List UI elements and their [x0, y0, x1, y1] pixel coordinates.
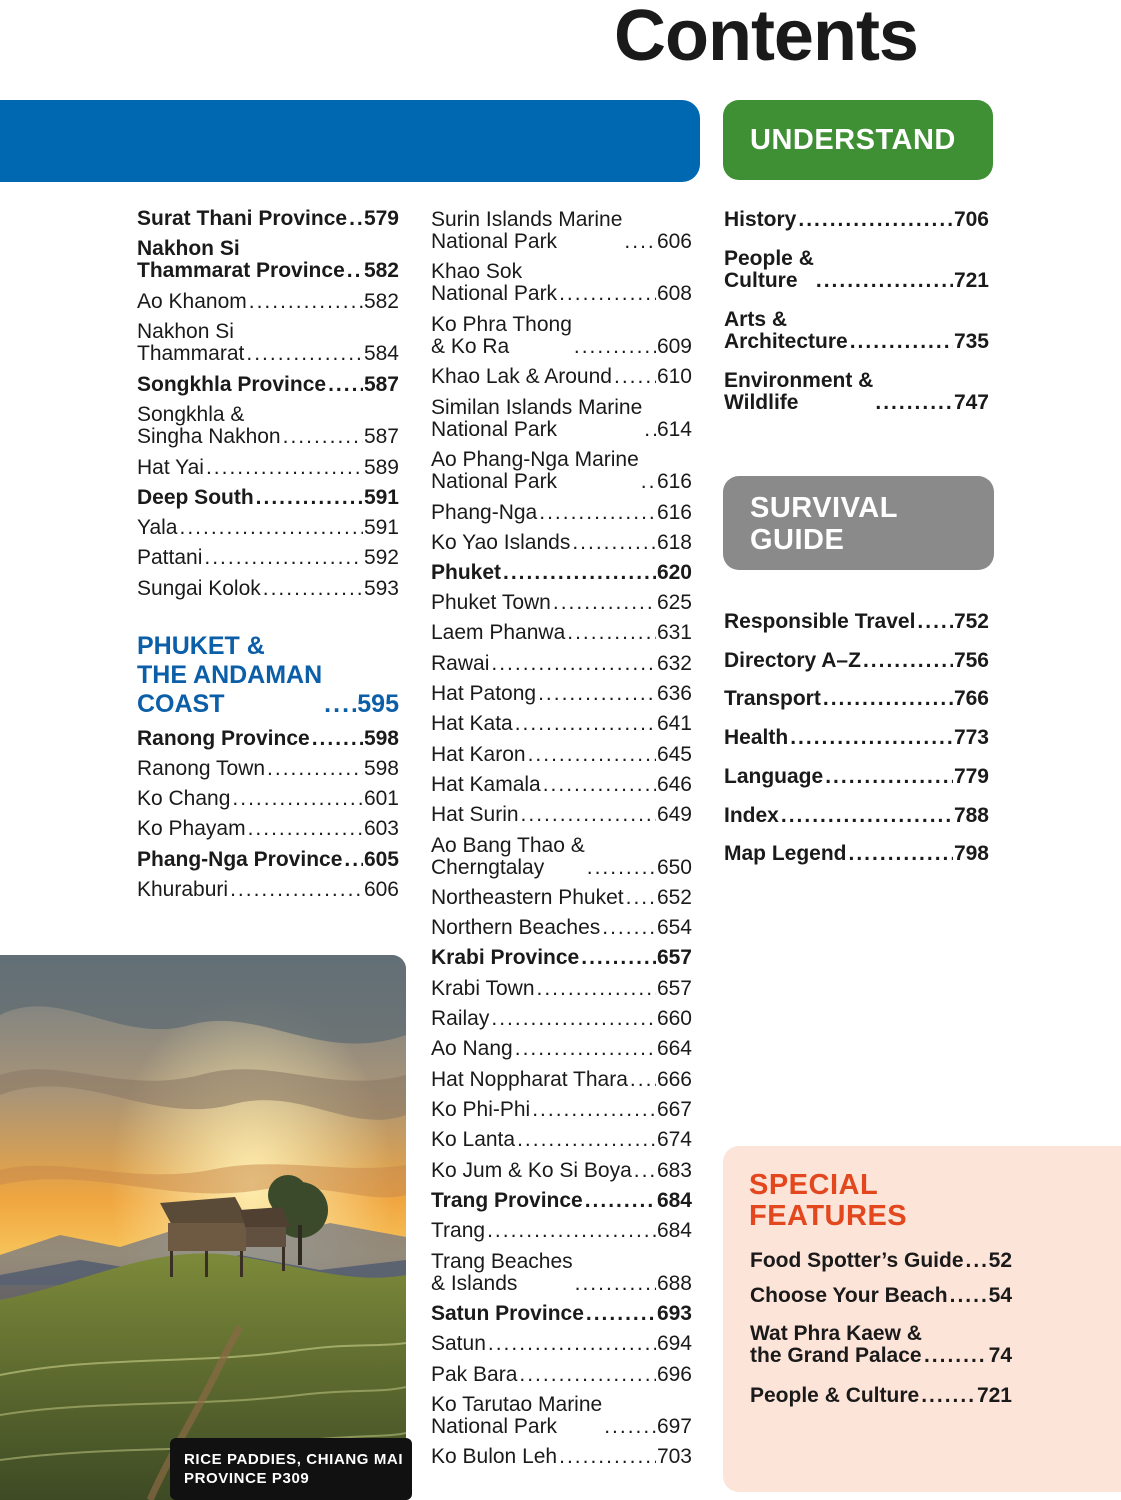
leader-dots [950, 1285, 988, 1307]
toc-entry[interactable] [137, 238, 399, 282]
toc-entry-page: 696 [656, 1363, 692, 1386]
leader-dots [924, 1345, 988, 1367]
toc-entry-page: 666 [656, 1068, 692, 1091]
leader-dots [528, 744, 656, 766]
toc-entry-label: Northeastern Phuket [431, 886, 624, 909]
toc-entry[interactable] [137, 374, 399, 396]
toc-entry-page: 582 [363, 290, 399, 313]
toc-entry[interactable] [724, 727, 989, 749]
toc-entry[interactable] [431, 978, 692, 1000]
toc-entry-label: Map Legend [724, 842, 847, 865]
toc-entry-label: Northern Beaches [431, 916, 601, 939]
leader-dots [521, 804, 656, 826]
toc-entry[interactable] [431, 1251, 692, 1295]
toc-entry-label: Ko Phra Thong & Ko Ra [431, 313, 572, 358]
toc-entry-label: Ranong Town [137, 757, 266, 780]
leader-dots [825, 766, 953, 788]
toc-entry[interactable] [750, 1250, 1012, 1272]
toc-entry[interactable] [431, 1008, 692, 1030]
leader-dots [567, 622, 656, 644]
section-title: PHUKET & THE ANDAMAN COAST [137, 632, 323, 718]
toc-entry[interactable] [137, 578, 399, 600]
leader-dots [614, 366, 656, 388]
toc-entry[interactable] [431, 774, 692, 796]
toc-entry[interactable] [431, 1099, 692, 1121]
toc-entry-page: 605 [363, 848, 399, 871]
leader-dots [532, 1099, 656, 1121]
toc-entry-label: Khuraburi [137, 878, 229, 901]
toc-entry-page: 649 [656, 803, 692, 826]
toc-entry-label: Arts & Architecture [724, 308, 848, 353]
toc-entry-label: Phuket [431, 561, 502, 584]
toc-entry[interactable] [750, 1385, 1012, 1407]
toc-entry-label: Deep South [137, 486, 254, 509]
toc-entry-label: Phuket Town [431, 591, 551, 614]
toc-entry-page: 74 [988, 1344, 1012, 1367]
toc-entry[interactable] [137, 818, 399, 840]
leader-dots [517, 1129, 656, 1151]
toc-entry[interactable] [137, 758, 399, 780]
leader-dots [487, 1220, 656, 1242]
leader-dots [206, 457, 363, 479]
toc-entry-page: 616 [656, 470, 692, 493]
toc-entry[interactable] [431, 1303, 692, 1325]
toc-entry[interactable] [431, 562, 692, 584]
toc-entry-label: Trang [431, 1219, 486, 1242]
section-phuket-andaman [137, 632, 399, 719]
toc-entry-page: 766 [953, 687, 989, 710]
toc-entry[interactable] [431, 532, 692, 554]
toc-entry[interactable] [431, 622, 692, 644]
toc-entry-label: Ko Tarutao Marine National Park [431, 1393, 603, 1438]
toc-entry-page: 636 [656, 682, 692, 705]
toc-entry-label: Nakhon Si Thammarat Province [137, 237, 345, 282]
leader-dots [917, 611, 953, 633]
toc-entry-label: Index [724, 804, 779, 827]
toc-entry[interactable] [431, 366, 692, 388]
leader-dots [849, 843, 953, 865]
rice-paddies-photo [0, 955, 406, 1500]
toc-entry[interactable] [431, 1333, 692, 1355]
toc-entry-label: Hat Yai [137, 456, 204, 479]
toc-entry-label: Songkhla & Singha Nakhon [137, 403, 281, 448]
toc-entry-page: 591 [363, 486, 399, 509]
toc-entry-label: Ao Nang [431, 1037, 513, 1060]
toc-entry[interactable] [137, 728, 399, 750]
toc-entry-page: 706 [953, 208, 989, 231]
leader-dots [515, 713, 656, 735]
toc-entry[interactable] [431, 449, 692, 493]
toc-entry[interactable] [431, 1160, 692, 1182]
toc-entry-page: 579 [363, 207, 399, 230]
toc-entry[interactable] [431, 1220, 692, 1242]
toc-entry[interactable] [431, 653, 692, 675]
leader-dots [515, 1038, 656, 1060]
leader-dots [519, 1364, 656, 1386]
toc-entry-label: Choose Your Beach [750, 1284, 948, 1307]
leader-dots [488, 1333, 656, 1355]
toc-entry-page: 684 [656, 1189, 692, 1212]
toc-entry-page: 603 [363, 817, 399, 840]
toc-entry-page: 618 [656, 531, 692, 554]
toc-entry-page: 721 [953, 269, 989, 292]
toc-entry[interactable] [137, 517, 399, 539]
leader-dots [537, 978, 656, 1000]
toc-entry-page: 598 [363, 757, 399, 780]
toc-entry-label: Khao Sok National Park [431, 260, 558, 305]
toc-entry-label: Directory A–Z [724, 649, 861, 672]
leader-dots [574, 336, 656, 358]
toc-entry-page: 667 [656, 1098, 692, 1121]
toc-entry-label: Ko Jum & Ko Si Boya [431, 1159, 632, 1182]
leader-dots [248, 818, 363, 840]
leader-dots [581, 947, 656, 969]
toc-entry-page: 601 [363, 787, 399, 810]
toc-entry-page: 650 [656, 856, 692, 879]
toc-entry-page: 632 [656, 652, 692, 675]
toc-entry-label: Pak Bara [431, 1363, 518, 1386]
toc-entry-label: Pattani [137, 546, 203, 569]
toc-entry-page: 52 [988, 1249, 1012, 1272]
toc-entry-label: Khao Lak & Around [431, 365, 612, 388]
toc-entry-page: 606 [363, 878, 399, 901]
leader-dots [312, 728, 363, 750]
toc-entry[interactable] [137, 404, 399, 448]
leader-dots [249, 291, 363, 313]
toc-entry-page: 598 [363, 727, 399, 750]
leader-dots [503, 562, 656, 584]
leader-dots [863, 650, 953, 672]
toc-entry-label: Hat Karon [431, 743, 526, 766]
toc-entry-page: 582 [363, 259, 399, 282]
toc-entry-page: 591 [363, 516, 399, 539]
toc-entry-label: Krabi Town [431, 977, 535, 1000]
toc-entry-label: Ao Bang Thao & Cherngtalay [431, 834, 585, 879]
toc-section-entry[interactable] [137, 632, 399, 719]
leader-dots [921, 1385, 976, 1407]
toc-entry-label: Food Spotter’s Guide [750, 1249, 964, 1272]
toc-entry[interactable] [137, 208, 399, 230]
leader-dots [491, 653, 656, 675]
toc-entry-page: 773 [953, 726, 989, 749]
toc-entry[interactable] [431, 887, 692, 909]
toc-entry[interactable] [431, 261, 692, 305]
toc-entry-page: 616 [656, 501, 692, 524]
leader-dots [575, 1273, 656, 1295]
toc-entry-page: 694 [656, 1332, 692, 1355]
toc-entry[interactable] [431, 917, 692, 939]
leader-dots [267, 758, 363, 780]
toc-entry-label: Surin Islands Marine National Park [431, 208, 623, 253]
toc-entry[interactable] [724, 248, 989, 292]
special-features-heading: SPECIAL FEATURES [749, 1169, 908, 1232]
toc-entry[interactable] [431, 397, 692, 441]
toc-entry-page: 589 [363, 456, 399, 479]
leader-dots [328, 374, 363, 396]
toc-entry-label: Ko Bulon Leh [431, 1445, 558, 1468]
leader-dots [816, 270, 953, 292]
toc-entry-label: History [724, 208, 797, 231]
toc-entry-label: Hat Kata [431, 712, 513, 735]
toc-entry[interactable] [431, 502, 692, 524]
toc-entry[interactable] [431, 1129, 692, 1151]
toc-entry[interactable] [724, 766, 989, 788]
toc-entry-label: Krabi Province [431, 946, 580, 969]
leader-dots [344, 849, 363, 871]
toc-entry-page: 587 [363, 425, 399, 448]
toc-entry-page: 631 [656, 621, 692, 644]
toc-entry-page: 625 [656, 591, 692, 614]
leader-dots [539, 502, 656, 524]
leader-dots [256, 487, 363, 509]
toc-entry-label: Trang Province [431, 1189, 583, 1212]
toc-entry-page: 735 [953, 330, 989, 353]
toc-entry-page: 703 [656, 1445, 692, 1468]
toc-entry[interactable] [431, 1394, 692, 1438]
toc-entry[interactable] [431, 804, 692, 826]
toc-entry-page: 683 [656, 1159, 692, 1182]
section-color-band [0, 100, 700, 182]
leader-dots [798, 209, 953, 231]
toc-entry[interactable] [431, 947, 692, 969]
toc-entry-page: 584 [363, 342, 399, 365]
leader-dots [630, 1069, 656, 1091]
toc-entry-label: Similan Islands Marine National Park [431, 396, 643, 441]
toc-entry-page: 779 [953, 765, 989, 788]
toc-entry-label: Hat Kamala [431, 773, 541, 796]
toc-entry-label: Satun [431, 1332, 486, 1355]
toc-entry-page: 657 [656, 946, 692, 969]
toc-entry-page: 684 [656, 1219, 692, 1242]
toc-entry[interactable] [431, 1190, 692, 1212]
leader-dots [553, 592, 656, 614]
toc-entry-page: 657 [656, 977, 692, 1000]
leader-dots [283, 426, 363, 448]
leader-dots [572, 532, 656, 554]
leader-dots [232, 788, 363, 810]
toc-entry-page: 752 [953, 610, 989, 633]
leader-dots [586, 1303, 656, 1325]
toc-entry-label: Language [724, 765, 824, 788]
toc-entry-label: Responsible Travel [724, 610, 916, 633]
leader-dots [604, 1416, 656, 1438]
toc-entry-label: Hat Surin [431, 803, 519, 826]
toc-entry-page: 674 [656, 1128, 692, 1151]
toc-entry-page: 610 [656, 365, 692, 388]
leader-dots [875, 392, 953, 414]
toc-entry-page: 660 [656, 1007, 692, 1030]
photo-caption: RICE PADDIES, CHIANG MAI PROVINCE P309 [170, 1438, 412, 1500]
leader-dots [179, 517, 362, 539]
toc-entry[interactable] [137, 547, 399, 569]
toc-entry[interactable] [431, 835, 692, 879]
leader-dots [538, 683, 656, 705]
leader-dots [204, 547, 363, 569]
toc-entry[interactable] [750, 1323, 1012, 1367]
toc-entry[interactable] [431, 1038, 692, 1060]
toc-entry-page: 614 [656, 418, 692, 441]
toc-entry-label: Ao Phang-Nga Marine National Park [431, 448, 639, 493]
toc-entry-label: Nakhon Si Thammarat [137, 320, 245, 365]
toc-entry-label: Environment & Wildlife [724, 369, 874, 414]
leader-dots [543, 774, 656, 796]
toc-entry[interactable] [724, 611, 989, 633]
toc-entry[interactable] [724, 688, 989, 710]
toc-entry-page: 721 [976, 1384, 1012, 1407]
toc-entry-label: Phang-Nga [431, 501, 538, 524]
toc-entry[interactable] [137, 291, 399, 313]
toc-entry[interactable] [431, 592, 692, 614]
leader-dots [850, 331, 953, 353]
toc-entry[interactable] [724, 309, 989, 353]
leader-dots [624, 231, 656, 253]
survival-guide-heading: SURVIVAL GUIDE [723, 476, 994, 570]
toc-entry-label: Rawai [431, 652, 490, 675]
toc-entry-label: Surat Thani Province [137, 207, 348, 230]
toc-entry-page: 654 [656, 916, 692, 939]
toc-entry[interactable] [724, 805, 989, 827]
toc-entry-page: 652 [656, 886, 692, 909]
toc-entry[interactable] [137, 321, 399, 365]
toc-entry[interactable] [137, 457, 399, 479]
toc-entry-page: 609 [656, 335, 692, 358]
toc-entry[interactable] [431, 1364, 692, 1386]
leader-dots [246, 343, 363, 365]
toc-entry-label: Ko Lanta [431, 1128, 516, 1151]
leader-dots [966, 1250, 988, 1272]
toc-entry-label: Ko Phi-Phi [431, 1098, 531, 1121]
toc-entry-page: 641 [656, 712, 692, 735]
toc-entry[interactable] [724, 209, 989, 231]
page-title: Contents [614, 0, 918, 76]
toc-entry-label: Laem Phanwa [431, 621, 566, 644]
toc-entry-page: 608 [656, 282, 692, 305]
toc-entry-label: Hat Noppharat Thara [431, 1068, 628, 1091]
toc-entry-page: 697 [656, 1415, 692, 1438]
leader-dots [781, 805, 953, 827]
leader-dots [559, 283, 656, 305]
leader-dots [641, 471, 656, 493]
leader-dots [324, 690, 356, 719]
leader-dots [559, 1446, 656, 1468]
toc-entry[interactable] [724, 650, 989, 672]
toc-entry-label: Yala [137, 516, 178, 539]
toc-entry-label: Ko Yao Islands [431, 531, 571, 554]
toc-entry-label: Ao Khanom [137, 290, 247, 313]
toc-entry-label: Health [724, 726, 789, 749]
leader-dots [634, 1160, 656, 1182]
toc-entry-label: People & Culture [724, 247, 814, 292]
toc-entry[interactable] [750, 1285, 1012, 1307]
toc-entry-page: 587 [363, 373, 399, 396]
toc-entry-label: Ko Phayam [137, 817, 246, 840]
leader-dots [347, 260, 363, 282]
toc-entry-label: Satun Province [431, 1302, 584, 1325]
leader-dots [823, 688, 953, 710]
toc-entry-label: Railay [431, 1007, 490, 1030]
toc-entry-label: Hat Patong [431, 682, 537, 705]
toc-entry-page: 693 [656, 1302, 692, 1325]
toc-entry-page: 688 [656, 1272, 692, 1295]
toc-entry[interactable] [431, 744, 692, 766]
toc-entry[interactable] [431, 713, 692, 735]
toc-entry-page: 620 [656, 561, 692, 584]
toc-entry[interactable] [724, 370, 989, 414]
toc-entry-page: 756 [953, 649, 989, 672]
toc-entry[interactable] [431, 209, 692, 253]
leader-dots [263, 578, 363, 600]
toc-entry-page: 54 [988, 1284, 1012, 1307]
toc-entry-page: 606 [656, 230, 692, 253]
toc-entry-page: 646 [656, 773, 692, 796]
leader-dots [602, 917, 656, 939]
toc-entry-label: Wat Phra Kaew & the Grand Palace [750, 1322, 922, 1367]
leader-dots [790, 727, 953, 749]
leader-dots [349, 208, 363, 230]
toc-entry[interactable] [431, 683, 692, 705]
toc-entry[interactable] [137, 788, 399, 810]
toc-entry-page: 664 [656, 1037, 692, 1060]
toc-entry[interactable] [137, 487, 399, 509]
toc-entry-label: People & Culture [750, 1384, 920, 1407]
section-page: 595 [357, 690, 399, 718]
toc-entry-label: Ko Chang [137, 787, 231, 810]
toc-entry-label: Songkhla Province [137, 373, 327, 396]
toc-entry[interactable] [724, 843, 989, 865]
leader-dots [644, 419, 656, 441]
leader-dots [585, 1190, 656, 1212]
leader-dots [587, 857, 656, 879]
toc-entry-page: 645 [656, 743, 692, 766]
toc-entry-page: 798 [953, 842, 989, 865]
toc-entry-label: Phang-Nga Province [137, 848, 343, 871]
leader-dots [626, 887, 656, 909]
understand-heading: UNDERSTAND [723, 100, 993, 180]
toc-entry[interactable] [431, 1446, 692, 1468]
toc-entry[interactable] [137, 879, 399, 901]
toc-entry-page: 593 [363, 577, 399, 600]
toc-entry-page: 592 [363, 546, 399, 569]
toc-entry[interactable] [431, 314, 692, 358]
toc-entry-page: 747 [953, 391, 989, 414]
leader-dots [230, 879, 363, 901]
toc-entry-label: Transport [724, 687, 821, 710]
leader-dots [491, 1008, 656, 1030]
toc-entry[interactable] [137, 849, 399, 871]
toc-entry-label: Sungai Kolok [137, 577, 261, 600]
toc-entry-page: 788 [953, 804, 989, 827]
toc-entry-label: Trang Beaches & Islands [431, 1250, 573, 1295]
toc-entry-label: Ranong Province [137, 727, 310, 750]
toc-entry[interactable] [431, 1069, 692, 1091]
